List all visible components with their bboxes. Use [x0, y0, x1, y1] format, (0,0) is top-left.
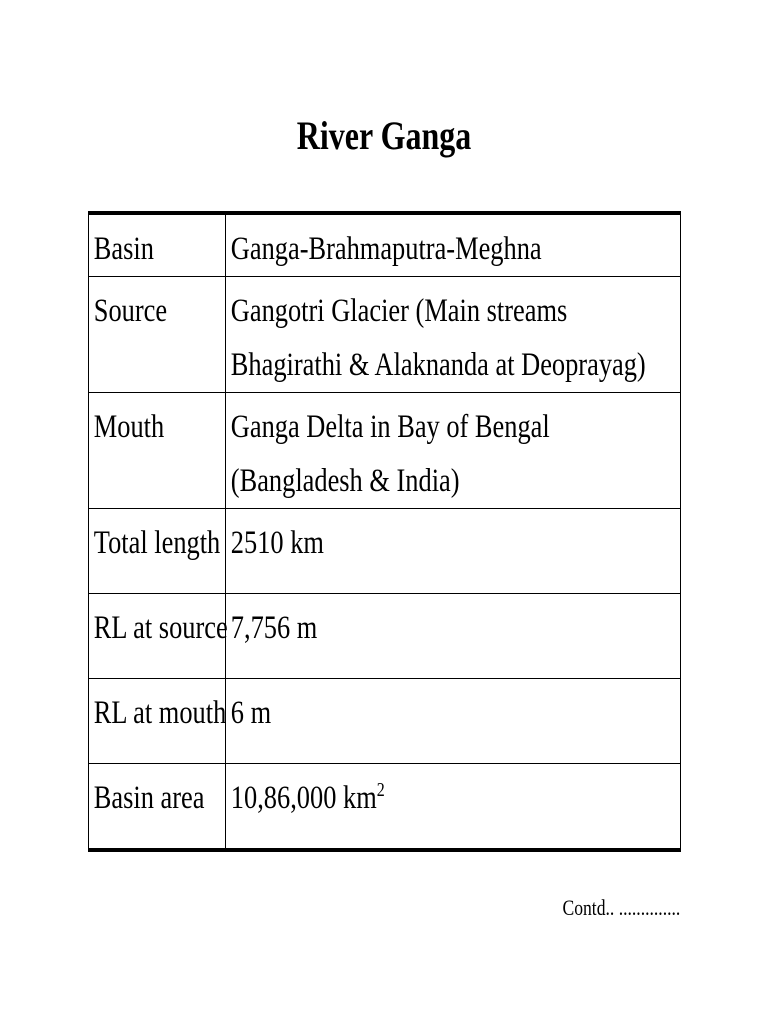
- table-row: [89, 213, 681, 277]
- row-value-cell: [226, 277, 681, 393]
- row-label: Source: [93, 293, 168, 329]
- unit-superscript: 2: [376, 779, 385, 801]
- table-row: [89, 679, 681, 764]
- row-value: 2510 km: [230, 525, 324, 561]
- row-value-cell: [226, 393, 681, 509]
- row-label-cell: [89, 594, 226, 679]
- row-label: Total length: [93, 525, 221, 561]
- continued-note: Contd.. ..............: [562, 895, 680, 920]
- table-row: [89, 764, 681, 851]
- row-label: Mouth: [93, 409, 165, 445]
- row-value: Ganga-Brahmaputra-Meghna: [230, 231, 542, 267]
- table-row: [89, 277, 681, 393]
- row-label-cell: [89, 393, 226, 509]
- table-row: [89, 594, 681, 679]
- row-label-cell: [89, 679, 226, 764]
- row-value-cell: [226, 594, 681, 679]
- table-row: [89, 393, 681, 509]
- row-value: 6 m: [230, 695, 272, 731]
- row-label-cell: [89, 764, 226, 851]
- row-value-cell: [226, 509, 681, 594]
- river-info-table: [88, 211, 681, 852]
- row-value: 10,86,000 km: [230, 780, 377, 816]
- row-value-wrapper: [226, 764, 685, 825]
- row-label-cell: [89, 277, 226, 393]
- row-label-cell: [89, 509, 226, 594]
- row-label: RL at source: [93, 610, 228, 646]
- row-label: RL at mouth: [93, 695, 227, 731]
- row-label-cell: [89, 213, 226, 277]
- row-value-cell: [226, 213, 681, 277]
- row-label: Basin area: [93, 780, 205, 816]
- page-title: River Ganga: [296, 113, 472, 158]
- table-row: [89, 509, 681, 594]
- row-value-cell: [226, 679, 681, 764]
- row-label: Basin: [93, 231, 154, 267]
- row-value-cell: [226, 764, 681, 851]
- row-value: 7,756 m: [230, 610, 318, 646]
- row-value: Gangotri Glacier (Main streams Bhagirathi & Alaknanda at Deoprayag): [230, 293, 646, 383]
- row-value: Ganga Delta in Bay of Bengal (Bangladesh & India): [230, 409, 550, 499]
